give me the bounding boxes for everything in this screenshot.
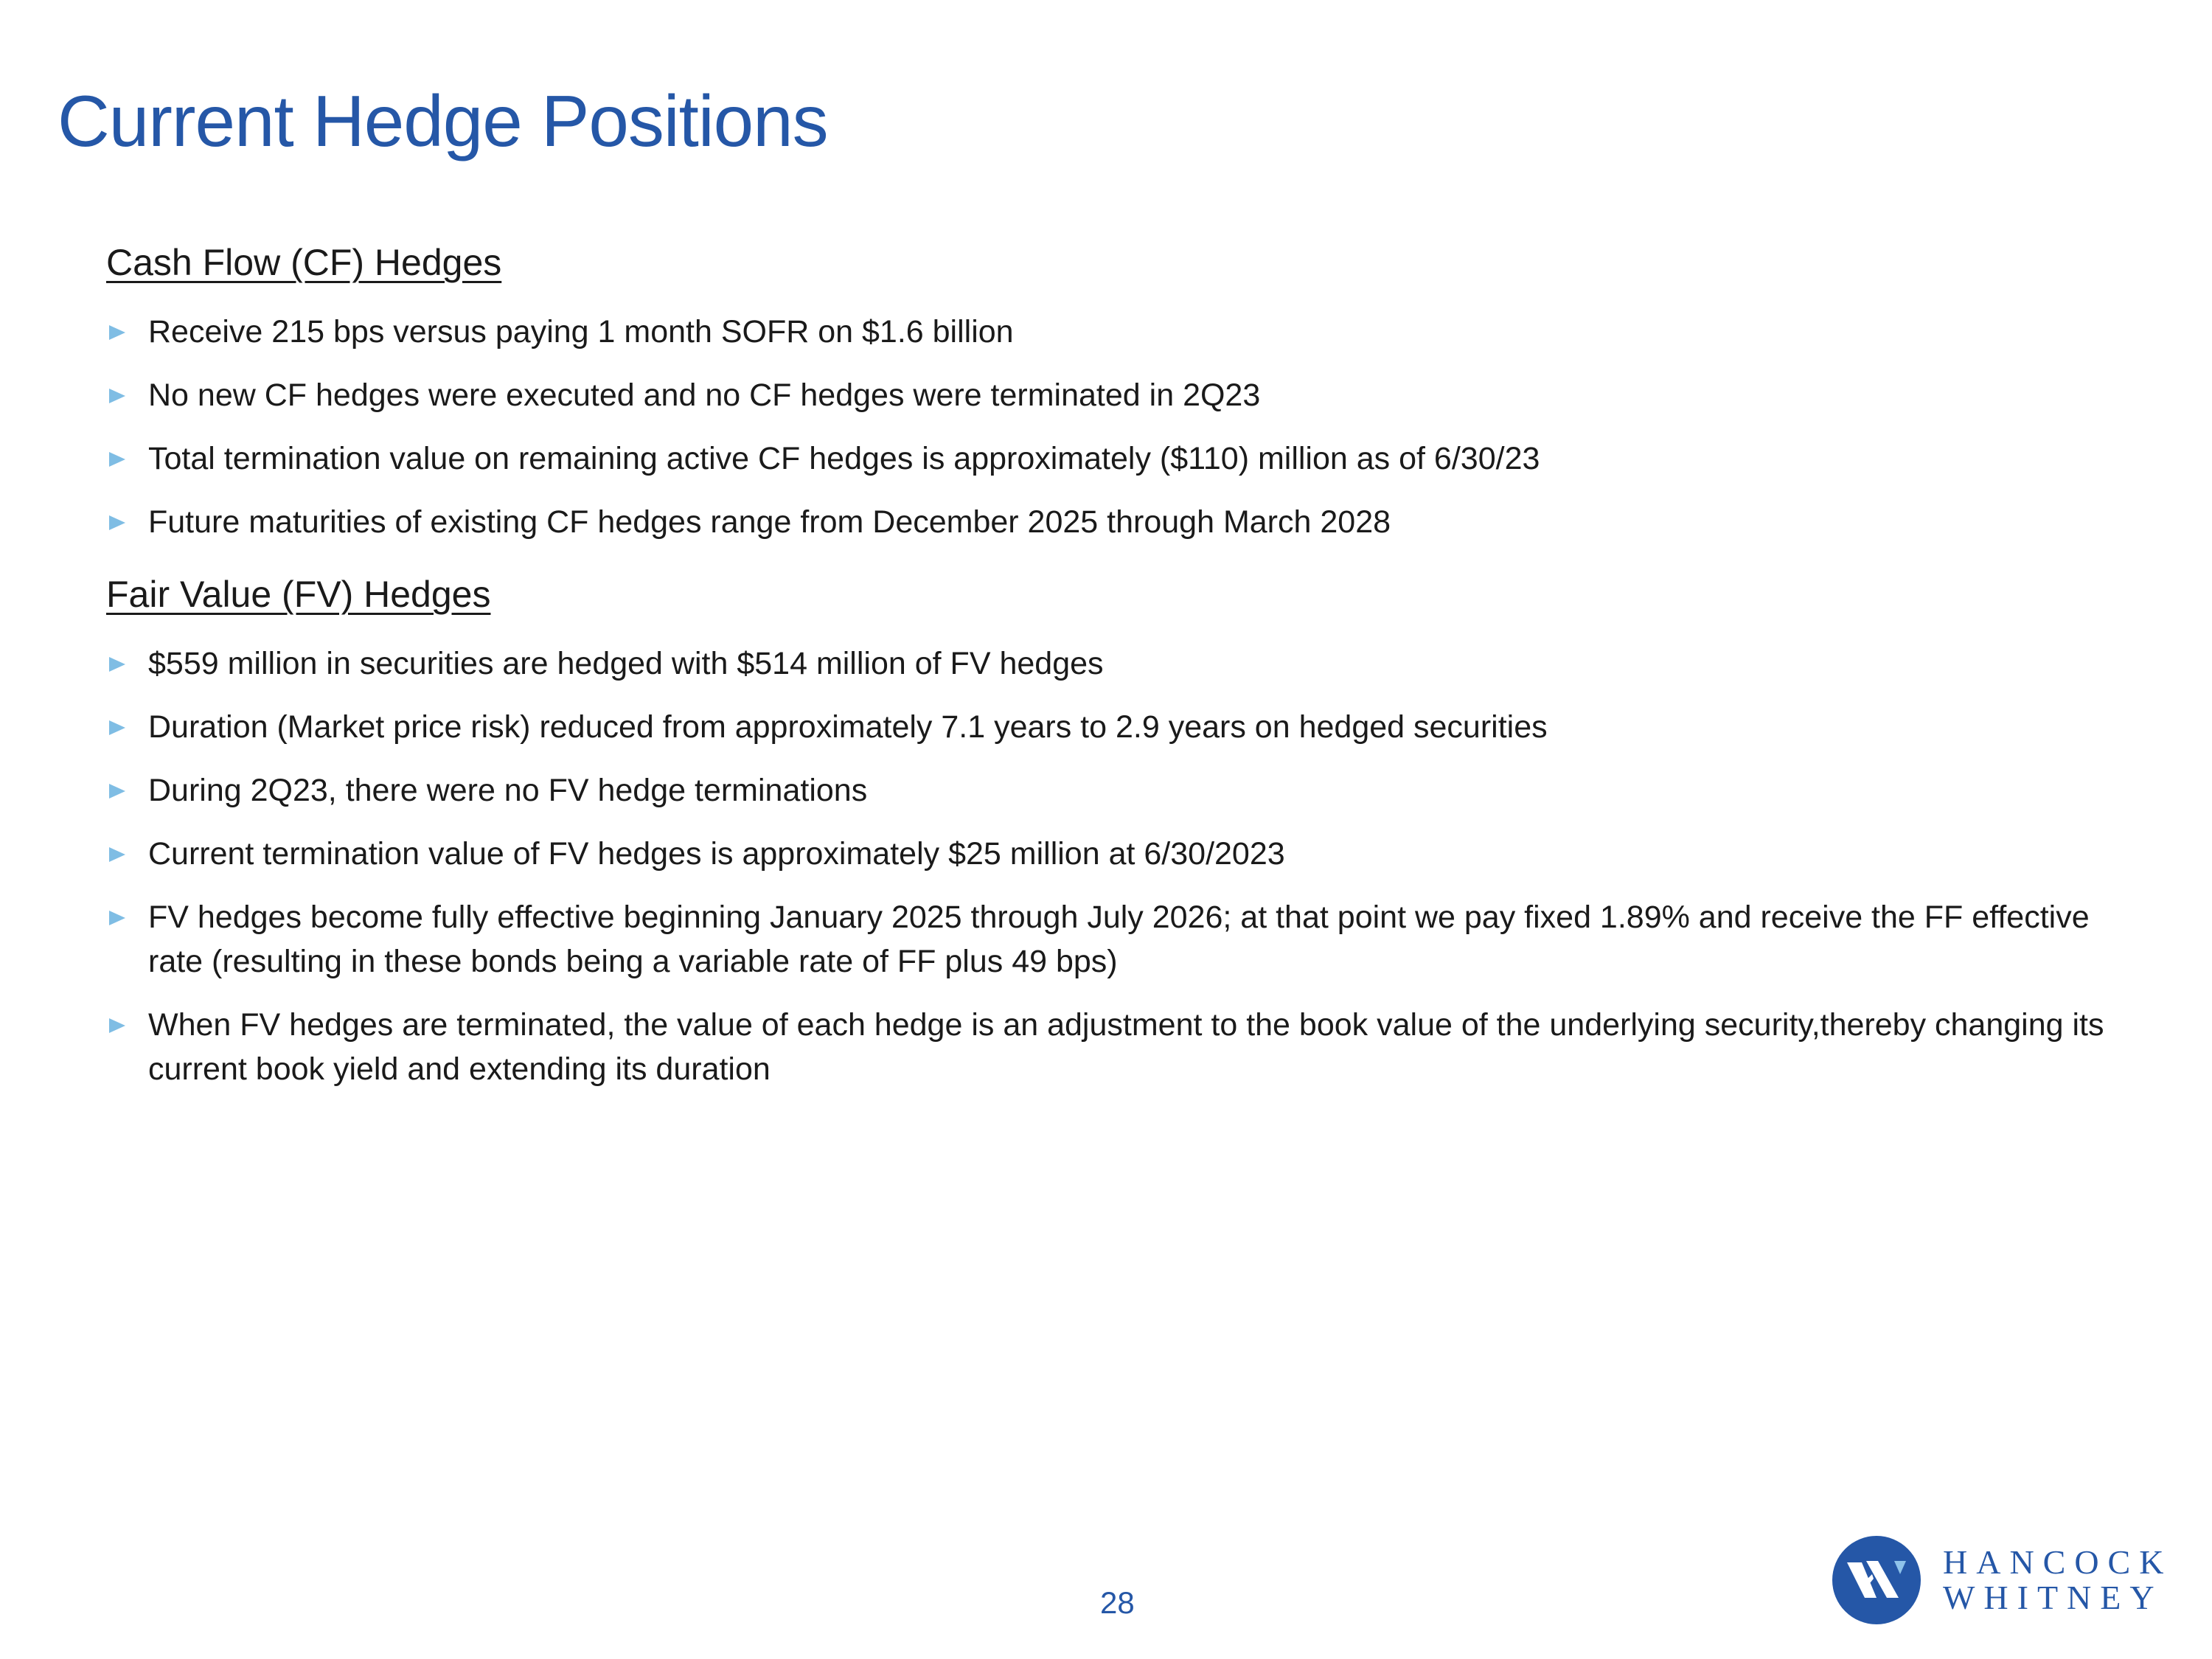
list-item (106, 895, 2112, 984)
fair-value-hedges-list (106, 641, 2112, 1091)
triangle-bullet-icon (109, 911, 125, 925)
page-title: Current Hedge Positions (58, 80, 828, 161)
logo-wordmark (1943, 1545, 2172, 1615)
triangle-bullet-icon (109, 325, 125, 340)
bullet-text: $559 million in securities are hedged with $514 million of FV hedges (148, 646, 1104, 681)
logo-line-1: HANCOCK (1943, 1543, 2173, 1581)
section-heading-cash-flow-hedges: Cash Flow (CF) Hedges (106, 242, 502, 283)
triangle-bullet-icon (109, 847, 125, 862)
bullet-text: During 2Q23, there were no FV hedge terminations (148, 773, 868, 808)
hancock-whitney-logo-icon (1832, 1536, 1921, 1624)
company-logo (1832, 1536, 2172, 1624)
section-heading-fair-value-hedges: Fair Value (FV) Hedges (106, 574, 491, 615)
triangle-bullet-icon (109, 452, 125, 467)
triangle-bullet-icon (109, 1018, 125, 1033)
bullet-text: When FV hedges are terminated, the value of each hedge is an adjustment to the book value of the underlying security,thereby changing its current book yield and extending its duration (148, 1007, 2104, 1087)
triangle-bullet-icon (109, 720, 125, 735)
triangle-bullet-icon (109, 515, 125, 530)
bullet-text: No new CF hedges were executed and no CF hedges were terminated in 2Q23 (148, 378, 1261, 413)
triangle-bullet-icon (109, 657, 125, 672)
bullet-text: Duration (Market price risk) reduced from approximately 7.1 years to 2.9 years on hedged securities (148, 709, 1548, 745)
bullet-text: Current termination value of FV hedges is approximately $25 million at 6/30/2023 (148, 836, 1285, 872)
list-item (106, 768, 2112, 813)
list-item (106, 832, 2112, 876)
bullet-text: Future maturities of existing CF hedges range from December 2025 through March 2028 (148, 504, 1391, 540)
list-item (106, 641, 2112, 686)
logo-line-2: WHITNEY (1943, 1579, 2163, 1616)
triangle-bullet-icon (109, 784, 125, 799)
list-item (106, 705, 2112, 749)
list-item (106, 373, 2112, 417)
list-item (106, 1003, 2112, 1091)
cash-flow-hedges-list (106, 310, 2112, 544)
page-number: 28 (1100, 1585, 1135, 1620)
list-item (106, 310, 2112, 354)
bullet-text: FV hedges become fully effective beginning January 2025 through July 2026; at that point we pay fixed 1.89% and receive the FF effective rate (resulting in these bonds being a variable rate of FF plus 49 bps) (148, 900, 2090, 979)
list-item (106, 500, 2112, 544)
bullet-text: Total termination value on remaining active CF hedges is approximately ($110) million as of 6/30/23 (148, 441, 1540, 476)
slide-content (106, 234, 2112, 1110)
triangle-bullet-icon (109, 389, 125, 403)
list-item (106, 437, 2112, 481)
bullet-text: Receive 215 bps versus paying 1 month SOFR on $1.6 billion (148, 314, 1014, 349)
